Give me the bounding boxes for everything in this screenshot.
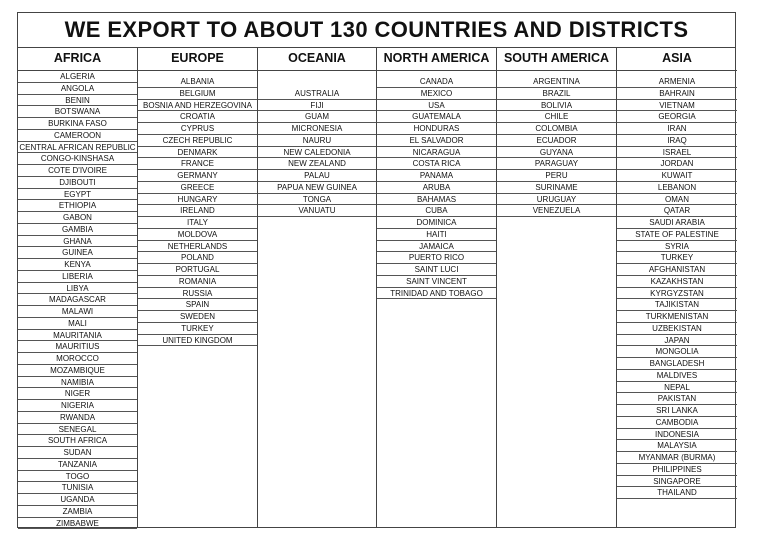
country-cell: GABON — [18, 212, 137, 224]
country-cell: KYRGYZSTAN — [617, 288, 737, 300]
page-title: WE EXPORT TO ABOUT 130 COUNTRIES AND DISTRICTS — [18, 13, 735, 48]
country-cell: ANGOLA — [18, 83, 137, 95]
country-cell: LEBANON — [617, 182, 737, 194]
country-cell: MONGOLIA — [617, 346, 737, 358]
country-cell: ARGENTINA — [497, 76, 616, 88]
country-cell: SENEGAL — [18, 424, 137, 436]
country-cell: NEW ZEALAND — [258, 158, 376, 170]
column-asia — [617, 47, 737, 527]
country-cell: MICRONESIA — [258, 123, 376, 135]
country-cell: DOMINICA — [377, 217, 496, 229]
country-cell: POLAND — [138, 252, 257, 264]
country-cell: THAILAND — [617, 487, 737, 499]
country-cell: PHILIPPINES — [617, 464, 737, 476]
country-cell: GUATEMALA — [377, 111, 496, 123]
column-heading-europe: EUROPE — [138, 47, 257, 71]
country-cell: NEPAL — [617, 382, 737, 394]
country-cell: AUSTRALIA — [258, 88, 376, 100]
country-cell: BAHAMAS — [377, 194, 496, 206]
country-cell: HAITI — [377, 229, 496, 241]
column-heading-oceania: OCEANIA — [258, 47, 376, 71]
country-cell: BANGLADESH — [617, 358, 737, 370]
country-cell: GERMANY — [138, 170, 257, 182]
country-cell: ETHIOPIA — [18, 200, 137, 212]
country-cell: MADAGASCAR — [18, 294, 137, 306]
country-cell: BOTSWANA — [18, 106, 137, 118]
country-cell: PALAU — [258, 170, 376, 182]
country-cell: ITALY — [138, 217, 257, 229]
column-heading-south-america: SOUTH AMERICA — [497, 47, 616, 71]
country-cell: TRINIDAD AND TOBAGO — [377, 288, 496, 300]
country-cell: EGYPT — [18, 189, 137, 201]
country-cell: SURINAME — [497, 182, 616, 194]
country-cell: OMAN — [617, 194, 737, 206]
country-list-europe — [138, 76, 257, 346]
country-cell: KUWAIT — [617, 170, 737, 182]
country-cell: ISRAEL — [617, 147, 737, 159]
country-cell: UGANDA — [18, 494, 137, 506]
country-cell: STATE OF PALESTINE — [617, 229, 737, 241]
country-cell: DJIBOUTI — [18, 177, 137, 189]
country-cell: MALI — [18, 318, 137, 330]
country-cell: USA — [377, 100, 496, 112]
country-cell: CANADA — [377, 76, 496, 88]
country-cell: GUYANA — [497, 147, 616, 159]
country-cell: COSTA RICA — [377, 158, 496, 170]
country-cell: IRELAND — [138, 205, 257, 217]
country-cell: JAMAICA — [377, 241, 496, 253]
country-cell: MEXICO — [377, 88, 496, 100]
country-cell: BAHRAIN — [617, 88, 737, 100]
country-cell: GHANA — [18, 236, 137, 248]
country-cell: CAMBODIA — [617, 417, 737, 429]
country-cell: CROATIA — [138, 111, 257, 123]
country-cell: NICARAGUA — [377, 147, 496, 159]
country-cell: COTE D'IVOIRE — [18, 165, 137, 177]
country-list-oceania — [258, 76, 376, 217]
country-cell: SPAIN — [138, 299, 257, 311]
country-cell: PAKISTAN — [617, 393, 737, 405]
country-cell: DENMARK — [138, 147, 257, 159]
country-cell: GREECE — [138, 182, 257, 194]
country-cell: NAURU — [258, 135, 376, 147]
region-columns — [18, 47, 735, 527]
country-cell: PUERTO RICO — [377, 252, 496, 264]
country-cell: CONGO-KINSHASA — [18, 153, 137, 165]
country-cell: HONDURAS — [377, 123, 496, 135]
country-cell: NAMIBIA — [18, 377, 137, 389]
country-cell: TURKMENISTAN — [617, 311, 737, 323]
country-cell: SAINT LUCI — [377, 264, 496, 276]
country-cell: SRI LANKA — [617, 405, 737, 417]
country-cell: CAMEROON — [18, 130, 137, 142]
country-cell: MOLDOVA — [138, 229, 257, 241]
country-cell: SYRIA — [617, 241, 737, 253]
country-cell: PORTUGAL — [138, 264, 257, 276]
column-oceania — [258, 47, 377, 527]
country-cell: SINGAPORE — [617, 476, 737, 488]
country-cell: BELGIUM — [138, 88, 257, 100]
country-cell: ROMANIA — [138, 276, 257, 288]
country-cell: BENIN — [18, 95, 137, 107]
country-cell: MAURITANIA — [18, 330, 137, 342]
country-cell: LIBERIA — [18, 271, 137, 283]
country-cell: GEORGIA — [617, 111, 737, 123]
country-cell: GUINEA — [18, 247, 137, 259]
country-cell: KENYA — [18, 259, 137, 271]
country-list-north-america — [377, 76, 496, 299]
country-cell: VANUATU — [258, 205, 376, 217]
country-list-asia — [617, 76, 737, 499]
country-cell: KAZAKHSTAN — [617, 276, 737, 288]
country-cell: TAJIKISTAN — [617, 299, 737, 311]
column-africa — [18, 47, 138, 527]
country-cell: NETHERLANDS — [138, 241, 257, 253]
country-cell: NIGER — [18, 388, 137, 400]
country-cell: UZBEKISTAN — [617, 323, 737, 335]
country-cell: TONGA — [258, 194, 376, 206]
country-cell: SAINT VINCENT — [377, 276, 496, 288]
country-cell: HUNGARY — [138, 194, 257, 206]
column-north-america — [377, 47, 497, 527]
country-cell: INDONESIA — [617, 429, 737, 441]
country-cell: SWEDEN — [138, 311, 257, 323]
country-cell: CENTRAL AFRICAN REPUBLIC — [19, 142, 136, 152]
country-cell: SOUTH AFRICA — [18, 435, 137, 447]
country-cell: URUGUAY — [497, 194, 616, 206]
country-cell: GUAM — [258, 111, 376, 123]
country-cell: MALDIVES — [617, 370, 737, 382]
country-cell: JORDAN — [617, 158, 737, 170]
column-europe — [138, 47, 258, 527]
country-cell: ZIMBABWE — [18, 518, 137, 530]
country-cell: MALAWI — [18, 306, 137, 318]
country-cell: BURKINA FASO — [18, 118, 137, 130]
country-cell: TANZANIA — [18, 459, 137, 471]
export-countries-sheet — [17, 12, 736, 528]
country-cell: IRAQ — [617, 135, 737, 147]
country-cell: RWANDA — [18, 412, 137, 424]
country-cell: FIJI — [258, 100, 376, 112]
country-cell: ARUBA — [377, 182, 496, 194]
country-cell: JAPAN — [617, 335, 737, 347]
country-cell: BRAZIL — [497, 88, 616, 100]
country-cell: QATAR — [617, 205, 737, 217]
country-cell: ZAMBIA — [18, 506, 137, 518]
country-cell: ALBANIA — [138, 76, 257, 88]
column-heading-africa: AFRICA — [18, 47, 137, 71]
country-cell: TOGO — [18, 471, 137, 483]
country-cell: VENEZUELA — [497, 205, 616, 217]
country-cell: MOZAMBIQUE — [18, 365, 137, 377]
column-heading-north-america: NORTH AMERICA — [377, 47, 496, 71]
country-cell: TURKEY — [138, 323, 257, 335]
country-cell: CYPRUS — [138, 123, 257, 135]
country-cell: FRANCE — [138, 158, 257, 170]
country-cell: MOROCCO — [18, 353, 137, 365]
country-cell: PARAGUAY — [497, 158, 616, 170]
country-cell: ARMENIA — [617, 76, 737, 88]
country-cell: SAUDI ARABIA — [617, 217, 737, 229]
country-cell: LIBYA — [18, 283, 137, 295]
country-list-africa — [18, 71, 137, 529]
country-cell: ECUADOR — [497, 135, 616, 147]
column-south-america — [497, 47, 617, 527]
country-cell: MALAYSIA — [617, 440, 737, 452]
column-heading-asia: ASIA — [617, 47, 737, 71]
country-cell: MYANMAR (BURMA) — [617, 452, 737, 464]
country-cell: ALGERIA — [18, 71, 137, 83]
country-cell: EL SALVADOR — [377, 135, 496, 147]
country-cell: IRAN — [617, 123, 737, 135]
country-cell: CHILE — [497, 111, 616, 123]
country-cell: COLOMBIA — [497, 123, 616, 135]
country-cell: MAURITIUS — [18, 341, 137, 353]
country-cell: PANAMA — [377, 170, 496, 182]
country-list-south-america — [497, 76, 616, 217]
country-cell: CUBA — [377, 205, 496, 217]
country-cell: NIGERIA — [18, 400, 137, 412]
country-cell: UNITED KINGDOM — [138, 335, 257, 347]
country-cell: BOLIVIA — [497, 100, 616, 112]
country-cell: TURKEY — [617, 252, 737, 264]
country-cell: RUSSIA — [138, 288, 257, 300]
country-cell: BOSNIA AND HERZEGOVINA — [138, 100, 257, 112]
country-cell: VIETNAM — [617, 100, 737, 112]
country-cell: PAPUA NEW GUINEA — [258, 182, 376, 194]
country-cell: CZECH REPUBLIC — [138, 135, 257, 147]
country-cell: GAMBIA — [18, 224, 137, 236]
country-cell: NEW CALEDONIA — [258, 147, 376, 159]
country-cell: AFGHANISTAN — [617, 264, 737, 276]
country-cell: SUDAN — [18, 447, 137, 459]
country-cell: TUNISIA — [18, 482, 137, 494]
country-cell: PERU — [497, 170, 616, 182]
